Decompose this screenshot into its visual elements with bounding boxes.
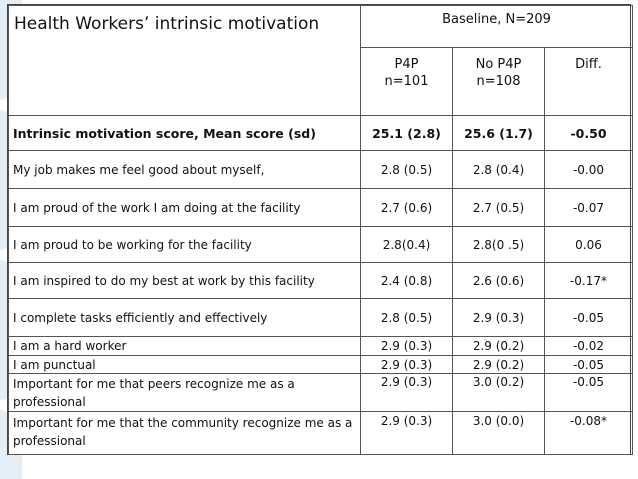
row-label: Important for me that the community recognize me as a professional [9, 412, 361, 455]
table-row [9, 227, 633, 263]
cell-p4p: 2.8 (0.5) [361, 299, 453, 337]
row-label: I am punctual [9, 356, 361, 374]
cell-diff: -0.05 [545, 299, 633, 337]
cell-diff: -0.02 [545, 337, 633, 356]
cell-diff: 0.06 [545, 227, 633, 263]
cell-no-p4p: 2.9 (0.2) [453, 356, 545, 374]
cell-diff: -0.05 [545, 356, 633, 374]
table-row [9, 116, 633, 151]
cell-no-p4p: 2.7 (0.5) [453, 189, 545, 227]
cell-no-p4p: 3.0 (0.2) [453, 374, 545, 412]
cell-diff: -0.17* [545, 263, 633, 299]
group-header: Baseline, N=209 [361, 6, 633, 48]
cell-diff: -0.07 [545, 189, 633, 227]
cell-no-p4p: 2.9 (0.3) [453, 299, 545, 337]
cell-p4p: 2.7 (0.6) [361, 189, 453, 227]
row-label: I am proud to be working for the facility [9, 227, 361, 263]
table-title: Health Workers’ intrinsic motivation [9, 6, 361, 116]
cell-no-p4p: 2.8(0 .5) [453, 227, 545, 263]
cell-p4p: 2.9 (0.3) [361, 412, 453, 455]
row-label: I am a hard worker [9, 337, 361, 356]
cell-p4p: 25.1 (2.8) [361, 116, 453, 151]
cell-no-p4p: 25.6 (1.7) [453, 116, 545, 151]
cell-p4p: 2.9 (0.3) [361, 374, 453, 412]
header-row [9, 6, 633, 48]
cell-no-p4p: 3.0 (0.0) [453, 412, 545, 455]
cell-p4p: 2.9 (0.3) [361, 337, 453, 356]
table-row [9, 412, 633, 455]
cell-no-p4p: 2.6 (0.6) [453, 263, 545, 299]
cell-diff: -0.50 [545, 116, 633, 151]
row-label: I complete tasks efficiently and effectively [9, 299, 361, 337]
cell-p4p: 2.8(0.4) [361, 227, 453, 263]
motivation-table-frame [7, 4, 631, 455]
row-label: I am proud of the work I am doing at the facility [9, 189, 361, 227]
table-row [9, 263, 633, 299]
row-label: I am inspired to do my best at work by this facility [9, 263, 361, 299]
cell-diff: -0.00 [545, 151, 633, 189]
row-label: My job makes me feel good about myself, [9, 151, 361, 189]
table-row [9, 356, 633, 374]
table-row [9, 299, 633, 337]
table-row [9, 374, 633, 412]
cell-no-p4p: 2.8 (0.4) [453, 151, 545, 189]
table-row [9, 337, 633, 356]
cell-p4p: 2.4 (0.8) [361, 263, 453, 299]
cell-diff: -0.08* [545, 412, 633, 455]
cell-diff: -0.05 [545, 374, 633, 412]
cell-p4p: 2.9 (0.3) [361, 356, 453, 374]
cell-no-p4p: 2.9 (0.2) [453, 337, 545, 356]
table-row [9, 189, 633, 227]
table-row [9, 151, 633, 189]
column-header-diff: Diff. [545, 48, 633, 116]
cell-p4p: 2.8 (0.5) [361, 151, 453, 189]
row-label: Intrinsic motivation score, Mean score (sd) [9, 116, 361, 151]
column-header-p4p: P4P n=101 [361, 48, 453, 116]
motivation-table [8, 5, 633, 455]
column-header-no-p4p: No P4P n=108 [453, 48, 545, 116]
row-label: Important for me that peers recognize me as a professional [9, 374, 361, 412]
